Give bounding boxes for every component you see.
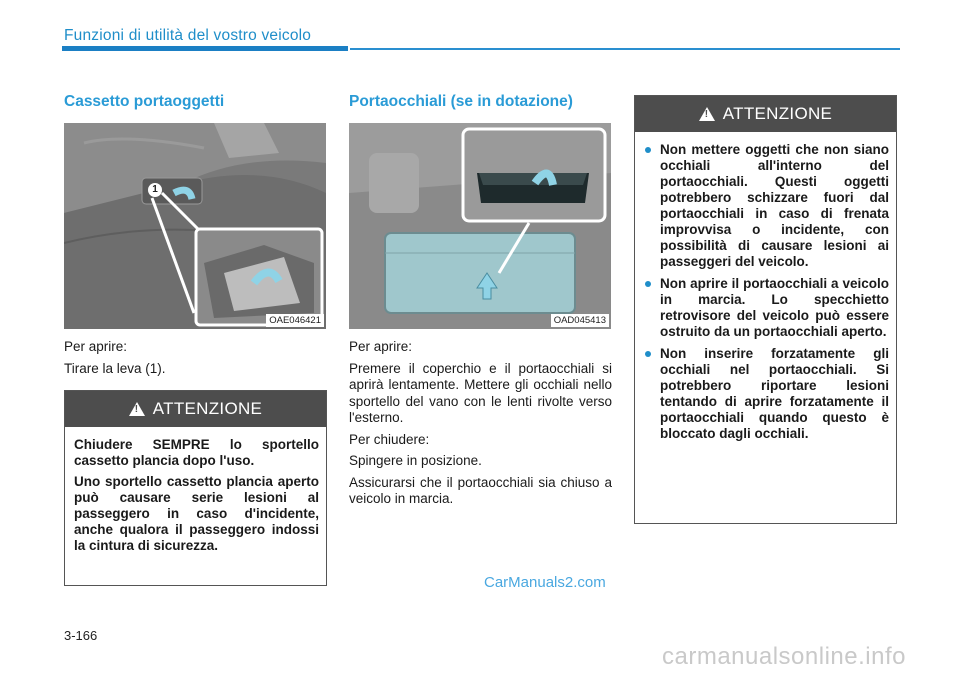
warning-header bbox=[65, 391, 326, 427]
warning-list-item: Non inserire forzatamente gli occhiali nel portaocchiali. Si potrebbero riportare lesioni tentando di aprire forzatamente il portaocchiali quando questo è bloccato dagli occhiali. bbox=[644, 346, 889, 442]
warning-triangle-icon: ! bbox=[129, 402, 145, 416]
warning-list-item: Non mettere oggetti che non siano occhiali all'interno del portaocchiali. Questi oggetti potrebbero schizzare fuori dal portaocchiali in caso di frenata improvvisa o incidente, con possibilità di causare lesioni ai passeggeri del veicolo. bbox=[644, 142, 889, 270]
warning-body bbox=[65, 427, 326, 567]
warning-list bbox=[644, 142, 889, 442]
warning-title: ATTENZIONE bbox=[722, 104, 833, 123]
bullet-icon bbox=[645, 281, 651, 287]
header-rule-thick bbox=[62, 46, 348, 51]
warning-box-glovebox bbox=[64, 390, 327, 586]
paragraph: Spingere in posizione. bbox=[349, 453, 482, 468]
warning-box-sunglass-holder bbox=[634, 95, 897, 524]
sunglass-holder-illustration bbox=[349, 123, 611, 329]
header-rule-thin bbox=[350, 48, 900, 50]
figure-code: OAE046421 bbox=[266, 314, 324, 327]
sunglass-holder-drawing bbox=[349, 123, 611, 329]
section-title-glovebox: Cassetto portaoggetti bbox=[64, 93, 225, 110]
bullet-icon bbox=[645, 351, 651, 357]
glovebox-drawing bbox=[64, 123, 326, 329]
paragraph: Premere il coperchio e il portaocchiali si aprirà lentamente. Mettere gli occhiali nello sportello del vano con le lenti rivolte verso l'esterno. bbox=[349, 360, 612, 425]
warning-paragraph: Uno sportello cassetto plancia aperto può causare serie lesioni al passeggero in caso d'incidente, anche qualora il passeggero indossi la cintura di sicurezza. bbox=[74, 474, 319, 553]
chapter-title: Funzioni di utilità del vostro veicolo bbox=[64, 27, 312, 44]
warning-triangle-icon: ! bbox=[699, 107, 715, 121]
watermark-link[interactable]: CarManuals2.com bbox=[484, 574, 606, 591]
bullet-icon bbox=[645, 147, 651, 153]
paragraph: Tirare la leva (1). bbox=[64, 360, 166, 376]
paragraph: Per chiudere: bbox=[349, 431, 430, 447]
glovebox-illustration bbox=[64, 123, 326, 329]
section-title-sunglass-holder: Portaocchiali (se in dotazione) bbox=[349, 93, 573, 110]
glovebox-instructions bbox=[64, 339, 326, 382]
sunglass-holder-instructions bbox=[349, 339, 612, 513]
warning-header bbox=[635, 96, 896, 132]
paragraph: Per aprire: bbox=[349, 339, 413, 354]
callout-number-badge: 1 bbox=[148, 183, 162, 197]
paragraph: Per aprire: bbox=[64, 339, 128, 354]
figure-code: OAD045413 bbox=[551, 314, 609, 327]
page-number: 3-166 bbox=[64, 628, 98, 643]
site-watermark: carmanualsonline.info bbox=[662, 643, 906, 670]
paragraph: Assicurarsi che il portaocchiali sia chiuso a veicolo in marcia. bbox=[349, 474, 612, 506]
warning-body bbox=[635, 132, 896, 456]
warning-list-item: Non aprire il portaocchiali a veicolo in marcia. Lo specchietto retrovisore del veicolo può essere ostruito da un portaocchiali aperto. bbox=[644, 276, 889, 340]
warning-paragraph: Chiudere SEMPRE lo sportello cassetto plancia dopo l'uso. bbox=[74, 437, 319, 468]
warning-title: ATTENZIONE bbox=[152, 399, 263, 418]
